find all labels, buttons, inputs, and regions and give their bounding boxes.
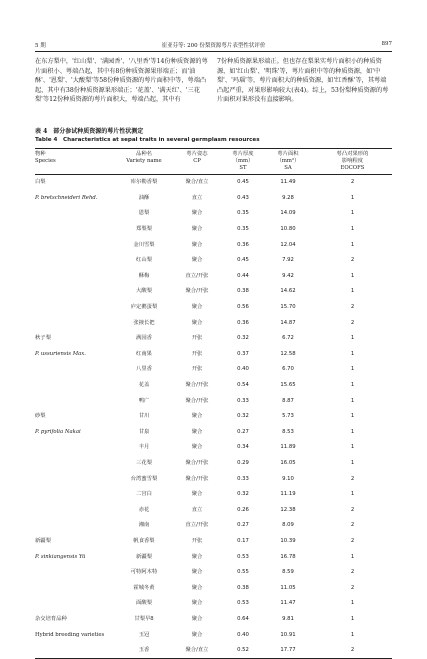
table-caption-cn: 表 4 部分参试种质资源的萼片性状测定 (35, 128, 144, 135)
thickness-cell: 0.34 (237, 444, 249, 451)
pose-cell: 聚合 (191, 600, 203, 607)
effect-cell: 1 (350, 413, 355, 420)
variety-cell: 红南果 (136, 350, 152, 357)
species-cell (35, 284, 117, 300)
thickness-cell: 0.37 (237, 350, 249, 357)
table-body (35, 175, 392, 659)
species-cell (35, 362, 117, 378)
pose-cell: 直立/开张 (185, 272, 209, 279)
effect-cell: 1 (350, 444, 355, 451)
thickness-cell: 0.33 (237, 475, 249, 482)
pose-cell: 直立 (191, 506, 203, 513)
variety-cell: 丰月 (138, 444, 150, 451)
area-cell: 11.47 (280, 600, 296, 607)
pose-cell: 开张 (191, 350, 203, 357)
thickness-cell: 0.29 (237, 459, 249, 466)
right-paragraph: 7份种质资源果形端正。但也存在梨果实萼片面积小的种质资源，如'红山梨'、'明珠'等，萼片面积中等的种质资源，如'中梨'、'玛瑙'等，萼片面积大的种质资源，如'红香酥'等，其萼端凸起严重，对果形影响较大(表4)。综上，53份梨种质资源的萼片面积对果形没有直接影响。 (217, 58, 389, 103)
area-cell: 9.81 (282, 615, 294, 622)
col-species: 物种 Species (35, 151, 56, 164)
variety-cell: 甘梨早8 (134, 615, 154, 622)
area-cell: 9.42 (282, 272, 294, 279)
effect-cell: 1 (350, 210, 355, 217)
species-cell: Hybrid breeding varieties (35, 631, 105, 638)
species-cell: P. ussuriensis Max. (35, 350, 86, 357)
variety-cell: 恩梨 (138, 210, 150, 217)
table-row (35, 596, 392, 612)
table-row (35, 237, 392, 253)
area-cell: 12.58 (280, 350, 296, 357)
area-cell: 8.59 (282, 569, 294, 576)
pose-cell: 聚合/直立 (185, 179, 209, 186)
area-cell: 16.05 (280, 459, 296, 466)
pose-cell: 直立/开张 (185, 522, 209, 529)
species-cell (35, 206, 117, 222)
variety-cell: 甘川 (138, 413, 150, 420)
species-cell (35, 315, 117, 331)
running-header (35, 41, 392, 50)
area-cell: 6.70 (282, 366, 294, 373)
variety-cell: 玉香 (138, 647, 150, 654)
thickness-cell: 0.26 (237, 506, 249, 513)
header-rule (35, 51, 392, 52)
variety-cell: 面酸梨 (136, 600, 152, 607)
species-cell (35, 456, 117, 472)
species-cell (35, 518, 117, 534)
area-cell: 6.72 (282, 335, 294, 342)
thickness-cell: 0.17 (237, 537, 249, 544)
table-row (35, 549, 392, 565)
area-cell: 14.09 (280, 210, 296, 217)
pose-cell: 聚合 (191, 226, 203, 233)
variety-cell: 红山梨 (136, 257, 152, 264)
table-row (35, 580, 392, 596)
area-cell: 11.49 (280, 179, 296, 186)
table-row (35, 378, 392, 394)
effect-cell: 1 (350, 272, 355, 279)
effect-cell: 2 (350, 179, 355, 186)
variety-cell: 三花梨 (136, 459, 152, 466)
effect-cell: 1 (350, 366, 355, 373)
effect-cell: 2 (350, 522, 355, 529)
pose-cell: 聚合 (191, 257, 203, 264)
table-row (35, 487, 392, 503)
variety-cell: 郑梨梨 (136, 226, 152, 233)
area-cell: 10.80 (280, 226, 296, 233)
species-cell: P. pyrifolia Nakai (35, 428, 81, 435)
effect-cell: 2 (350, 257, 355, 264)
pose-cell: 聚合 (191, 584, 203, 591)
table-row (35, 565, 392, 581)
pose-cell: 聚合 (191, 631, 203, 638)
effect-cell: 2 (350, 647, 355, 654)
effect-cell: 2 (350, 506, 355, 513)
effect-cell: 2 (350, 584, 355, 591)
species-cell: 秋子梨 (35, 335, 51, 342)
effect-cell: 1 (350, 631, 355, 638)
species-cell (35, 580, 117, 596)
thickness-cell: 0.52 (237, 647, 249, 654)
effect-cell: 1 (350, 553, 355, 560)
effect-cell: 1 (350, 600, 355, 607)
thickness-cell: 0.64 (237, 615, 249, 622)
variety-cell: 油酥 (138, 194, 150, 201)
effect-cell: 1 (350, 335, 355, 342)
pose-cell: 聚合 (191, 553, 203, 560)
variety-cell: 鸭广 (138, 397, 150, 404)
effect-cell: 2 (350, 475, 355, 482)
pose-cell: 聚合/开张 (185, 475, 209, 482)
variety-cell: 满园香 (136, 335, 152, 342)
thickness-cell: 0.55 (237, 569, 249, 576)
pose-cell: 聚合/开张 (185, 288, 209, 295)
table-row (35, 253, 392, 269)
effect-cell: 1 (350, 350, 355, 357)
area-cell: 12.04 (280, 241, 296, 248)
table-header (35, 149, 392, 175)
effect-cell: 1 (350, 615, 355, 622)
area-cell: 5.73 (282, 413, 294, 420)
variety-cell: 台湾蜜雪梨 (130, 475, 158, 482)
area-cell: 8.09 (282, 522, 294, 529)
pose-cell: 开张 (191, 366, 203, 373)
variety-cell: 张掖长把 (133, 319, 155, 326)
species-cell (35, 643, 117, 659)
page-number: 897 (381, 41, 392, 47)
pose-cell: 聚合 (191, 491, 203, 498)
table-row (35, 284, 392, 300)
table-caption-en: Table 4 Characteristics at sepal traits in several germplasm resources (35, 137, 260, 143)
pose-cell: 聚合 (191, 413, 203, 420)
table-row (35, 393, 392, 409)
table-row (35, 347, 392, 363)
area-cell: 8.87 (282, 397, 294, 404)
variety-cell: 帆食香梨 (133, 537, 155, 544)
pose-cell: 聚合/开张 (185, 382, 209, 389)
area-cell: 15.70 (280, 304, 296, 311)
species-cell: 杂交培育品种 (35, 615, 67, 622)
thickness-cell: 0.32 (237, 413, 249, 420)
species-cell: 白梨 (35, 179, 46, 186)
area-cell: 17.77 (280, 647, 296, 654)
pose-cell: 聚合/直立 (185, 647, 209, 654)
table-row (35, 315, 392, 331)
variety-cell: 酥梅 (138, 272, 150, 279)
area-cell: 10.91 (280, 631, 296, 638)
effect-cell: 1 (350, 459, 355, 466)
table-row (35, 425, 392, 441)
area-cell: 10.39 (280, 537, 296, 544)
issue-number: 5 期 (35, 43, 46, 49)
variety-cell: 金川雪梨 (133, 241, 155, 248)
pose-cell: 聚合 (191, 210, 203, 217)
effect-cell: 1 (350, 226, 355, 233)
thickness-cell: 0.27 (237, 428, 249, 435)
thickness-cell: 0.40 (237, 366, 249, 373)
variety-cell: 花盖 (138, 382, 150, 389)
pose-cell: 聚合 (191, 569, 203, 576)
thickness-cell: 0.53 (237, 600, 249, 607)
thickness-cell: 0.53 (237, 553, 249, 560)
table-row (35, 471, 392, 487)
effect-cell: 2 (350, 304, 355, 311)
pose-cell: 聚合 (191, 319, 203, 326)
variety-cell: 新疆梨 (136, 553, 152, 560)
thickness-cell: 0.33 (237, 397, 249, 404)
thickness-cell: 0.32 (237, 335, 249, 342)
thickness-cell: 0.36 (237, 319, 249, 326)
pose-cell: 聚合/开张 (185, 459, 209, 466)
table-row (35, 300, 392, 316)
area-cell: 14.87 (280, 319, 296, 326)
table-row (35, 440, 392, 456)
pose-cell: 开张 (191, 537, 203, 544)
effect-cell: 1 (350, 397, 355, 404)
species-cell (35, 253, 117, 269)
table-row (35, 331, 392, 347)
area-cell: 15.65 (280, 382, 296, 389)
thickness-cell: 0.36 (237, 241, 249, 248)
sepal-traits-table (35, 148, 392, 659)
table-row (35, 175, 392, 191)
thickness-cell: 0.45 (237, 179, 249, 186)
right-column (217, 57, 391, 105)
pose-cell: 聚合 (191, 615, 203, 622)
effect-cell: 1 (350, 491, 355, 498)
col-sa: 萼片面积 （mm²） SA (276, 151, 300, 171)
table-row (35, 362, 392, 378)
species-cell: 砂梨 (35, 413, 46, 420)
effect-cell: 2 (350, 319, 355, 326)
pose-cell: 聚合/开张 (185, 397, 209, 404)
table-row (35, 222, 392, 238)
variety-cell: 玉冠 (138, 631, 150, 638)
pose-cell: 聚合 (191, 444, 203, 451)
variety-cell: 甘泉 (138, 428, 150, 435)
table-row (35, 502, 392, 518)
species-cell (35, 487, 117, 503)
area-cell: 11.89 (280, 444, 296, 451)
species-cell (35, 378, 117, 394)
thickness-cell: 0.38 (237, 584, 249, 591)
species-cell: 新疆梨 (35, 537, 51, 544)
area-cell: 9.28 (282, 194, 294, 201)
table-row (35, 456, 392, 472)
effect-cell: 1 (350, 194, 355, 201)
table-row (35, 269, 392, 285)
table-row (35, 191, 392, 207)
effect-cell: 1 (350, 241, 355, 248)
table-row (35, 643, 392, 659)
species-cell (35, 300, 117, 316)
species-cell (35, 440, 117, 456)
pose-cell: 聚合 (191, 428, 203, 435)
variety-cell: 大酸梨 (136, 288, 152, 295)
effect-cell: 1 (350, 288, 355, 295)
species-cell: P. bretschneideri Rehd. (35, 194, 98, 201)
area-cell: 11.05 (280, 584, 296, 591)
table-row (35, 409, 392, 425)
thickness-cell: 0.27 (237, 522, 249, 529)
left-paragraph: 在东方梨中，'红山梨'、'满园香'、'八里香'等14份种质资源的萼片面积小、萼端凸起，其中有8份种质资源果形端正；而'油酥'、'恩梨'、'大酸梨'等58份种质资源的萼片面积中等，萼端凸起，其中有38份种质资源果形端正；'花盖'、'满天红'、'三花梨'等12份种质资源的萼片面积大，萼端凸起，其中有 (35, 58, 208, 103)
variety-cell: 霍城冬黄 (133, 584, 155, 591)
area-cell: 11.19 (280, 491, 296, 498)
variety-cell: 庐定鹅蛋梨 (130, 304, 158, 311)
effect-cell: 1 (350, 428, 355, 435)
species-cell (35, 502, 117, 518)
species-cell (35, 565, 117, 581)
area-cell: 14.62 (280, 288, 296, 295)
variety-cell: 库尔勒香梨 (130, 179, 158, 186)
thickness-cell: 0.35 (237, 226, 249, 233)
table-row (35, 518, 392, 534)
effect-cell: 2 (350, 537, 355, 544)
species-cell (35, 269, 117, 285)
area-cell: 7.92 (282, 257, 294, 264)
thickness-cell: 0.32 (237, 491, 249, 498)
variety-cell: 可特阿木特 (130, 569, 158, 576)
variety-cell: 湘南 (138, 522, 150, 529)
col-cp: 萼片姿态 CP (186, 151, 208, 164)
area-cell: 9.10 (282, 475, 294, 482)
thickness-cell: 0.43 (237, 194, 249, 201)
pose-cell: 开张 (191, 335, 203, 342)
thickness-cell: 0.40 (237, 631, 249, 638)
effect-cell: 2 (350, 569, 355, 576)
table-row (35, 612, 392, 628)
area-cell: 12.38 (280, 506, 296, 513)
running-title: 崔亚芬等: 200 份梨资源萼片表型性状评价 (161, 43, 266, 49)
table-row (35, 206, 392, 222)
col-eccofs: 萼凸对果形的 影响程度 EOCOFS (336, 151, 369, 171)
effect-cell: 1 (350, 382, 355, 389)
variety-cell: 八里香 (136, 366, 152, 373)
variety-cell: 赤花 (138, 506, 150, 513)
area-cell: 8.53 (282, 428, 294, 435)
species-cell (35, 237, 117, 253)
col-variety: 品种名 Variety name (126, 151, 162, 164)
table-row (35, 627, 392, 643)
pose-cell: 聚合 (191, 304, 203, 311)
left-column (35, 57, 209, 105)
thickness-cell: 0.35 (237, 210, 249, 217)
thickness-cell: 0.56 (237, 304, 249, 311)
thickness-cell: 0.54 (237, 382, 249, 389)
variety-cell: 二宫白 (136, 491, 152, 498)
pose-cell: 聚合 (191, 241, 203, 248)
species-cell (35, 596, 117, 612)
thickness-cell: 0.45 (237, 257, 249, 264)
species-cell: P. sinkiangensis Yü (35, 553, 86, 560)
species-cell (35, 222, 117, 238)
species-cell (35, 393, 117, 409)
table-row (35, 534, 392, 550)
area-cell: 16.78 (280, 553, 296, 560)
thickness-cell: 0.38 (237, 288, 249, 295)
thickness-cell: 0.44 (237, 272, 249, 279)
col-st: 萼片厚度 （mm） ST (232, 151, 254, 171)
pose-cell: 直立 (191, 194, 203, 201)
species-cell (35, 471, 117, 487)
